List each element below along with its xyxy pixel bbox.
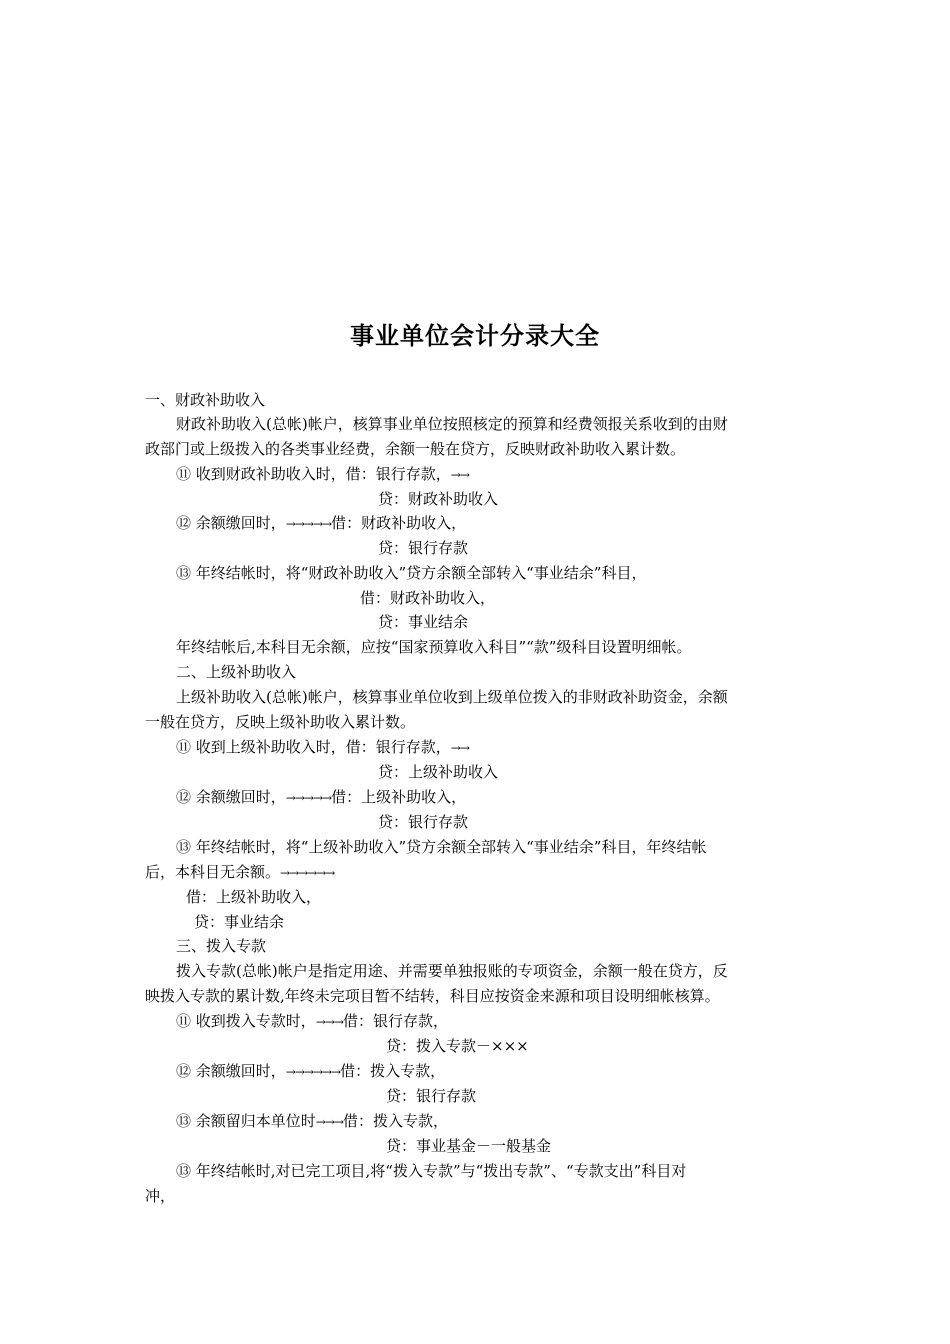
- section-1-paragraph-line-2: 政部门或上级拨入的各类事业经费，余额一般在贷方，反映财政补助收入累计数。: [145, 440, 686, 458]
- section-1-entry-1: [176, 465, 469, 484]
- section-3-entry-2-credit: 贷：银行存款: [386, 1087, 477, 1105]
- section-2-entry-1: [176, 738, 469, 757]
- entry-text: ⑫ 余额缴回时，: [176, 514, 286, 532]
- entry-text: ⑪ 收到拨入专款时，: [176, 1012, 316, 1030]
- section-3-entry-3-credit: 贷：事业基金－一般基金: [386, 1137, 552, 1155]
- section-2-entry-3-debit: 借：上级补助收入，: [186, 888, 322, 906]
- section-1-entry-1-credit: 贷：财政补助收入: [378, 490, 499, 508]
- section-3-entry-4-line-1: ⑬ 年终结帐时,对已完工项目,将“拨入专款”与“拨出专款”、“专款支出”科目对: [176, 1162, 687, 1180]
- section-2-paragraph-line-2: 一般在贷方，反映上级补助收入累计数。: [145, 713, 416, 731]
- section-1-entry-3-credit: 贷：事业结余: [378, 613, 469, 631]
- section-1-heading: 一、财政补助收入: [145, 391, 266, 409]
- section-1-entry-3: ⑬ 年终结帐时，将“财政补助收入”贷方余额全部转入“事业结余”科目，: [176, 564, 647, 582]
- entry-debit: 借：上级补助收入，: [331, 788, 467, 806]
- section-2-entry-3-line-1: ⑬ 年终结帐时，将“上级补助收入”贷方余额全部转入“事业结余”科目，年终结帐: [176, 838, 707, 856]
- entry-debit: 借：银行存款，: [342, 1012, 448, 1030]
- section-3-heading: 三、拨入专款: [176, 937, 267, 955]
- section-1-entry-2: [176, 514, 466, 533]
- section-2-paragraph-line-1: 上级补助收入(总帐)帐户，核算事业单位收到上级单位拨入的非财政补助资金，余额: [176, 688, 728, 706]
- arrow-icon: →→→→→→: [285, 1065, 341, 1079]
- arrow-icon: →→→: [315, 1115, 343, 1129]
- section-1-entry-3-debit: 借：财政补助收入，: [360, 589, 496, 607]
- section-3-entry-3: [176, 1112, 448, 1131]
- section-2-heading: 二、上级补助收入: [176, 663, 297, 681]
- section-2-entry-3-credit: 贷：事业结余: [194, 913, 285, 931]
- section-3-entry-1-credit: 贷：拨入专款－×××: [386, 1037, 529, 1055]
- entry-text: ⑬ 余额留归本单位时: [176, 1112, 316, 1130]
- entry-text: ⑪ 收到财政补助收入时，借：银行存款，: [176, 465, 451, 483]
- arrow-icon: →→: [450, 468, 469, 482]
- entry-text: ⑫ 余额缴回时，: [176, 788, 286, 806]
- entry-debit: 借：拨入专款，: [340, 1062, 446, 1080]
- entry-debit: 借：拨入专款，: [342, 1112, 448, 1130]
- entry-text: 后，本科目无余额。: [145, 863, 281, 881]
- section-1-paragraph-line-1: 财政补助收入(总帐)帐户，核算事业单位按照核定的预算和经费领报关系收到的由财: [176, 415, 728, 433]
- document-title: 事业单位会计分录大全: [350, 322, 600, 350]
- section-3-paragraph-line-2: 映拨入专款的累计数,年终未完项目暂不结转，科目应按资金来源和项目设明细帐核算。: [145, 987, 720, 1005]
- section-2-entry-3-line-2: [145, 863, 334, 882]
- entry-text: ⑪ 收到上级补助收入时，借：银行存款，: [176, 738, 451, 756]
- arrow-icon: →→: [450, 741, 469, 755]
- arrow-icon: →→→→→: [285, 791, 332, 805]
- section-3-entry-1: [176, 1012, 448, 1031]
- section-1-entry-2-credit: 贷：银行存款: [378, 539, 469, 557]
- section-2-entry-1-credit: 贷：上级补助收入: [378, 763, 499, 781]
- section-2-entry-2: [176, 788, 466, 807]
- section-3-paragraph-line-1: 拨入专款(总帐)帐户是指定用途、并需要单独报账的专项资金，余额一般在贷方，反: [176, 962, 728, 980]
- section-3-entry-2: [176, 1062, 445, 1081]
- section-3-entry-4-line-2: 冲，: [145, 1187, 176, 1205]
- section-1-note: 年终结帐后,本科目无余额，应按“国家预算收入科目”“款”级科目设置明细帐。: [176, 638, 692, 656]
- section-2-entry-2-credit: 贷：银行存款: [378, 813, 469, 831]
- entry-text: ⑫ 余额缴回时，: [176, 1062, 286, 1080]
- arrow-icon: →→→→→→: [280, 866, 335, 880]
- entry-debit: 借：财政补助收入，: [331, 514, 467, 532]
- arrow-icon: →→→→→: [285, 517, 332, 531]
- arrow-icon: →→→: [315, 1015, 343, 1029]
